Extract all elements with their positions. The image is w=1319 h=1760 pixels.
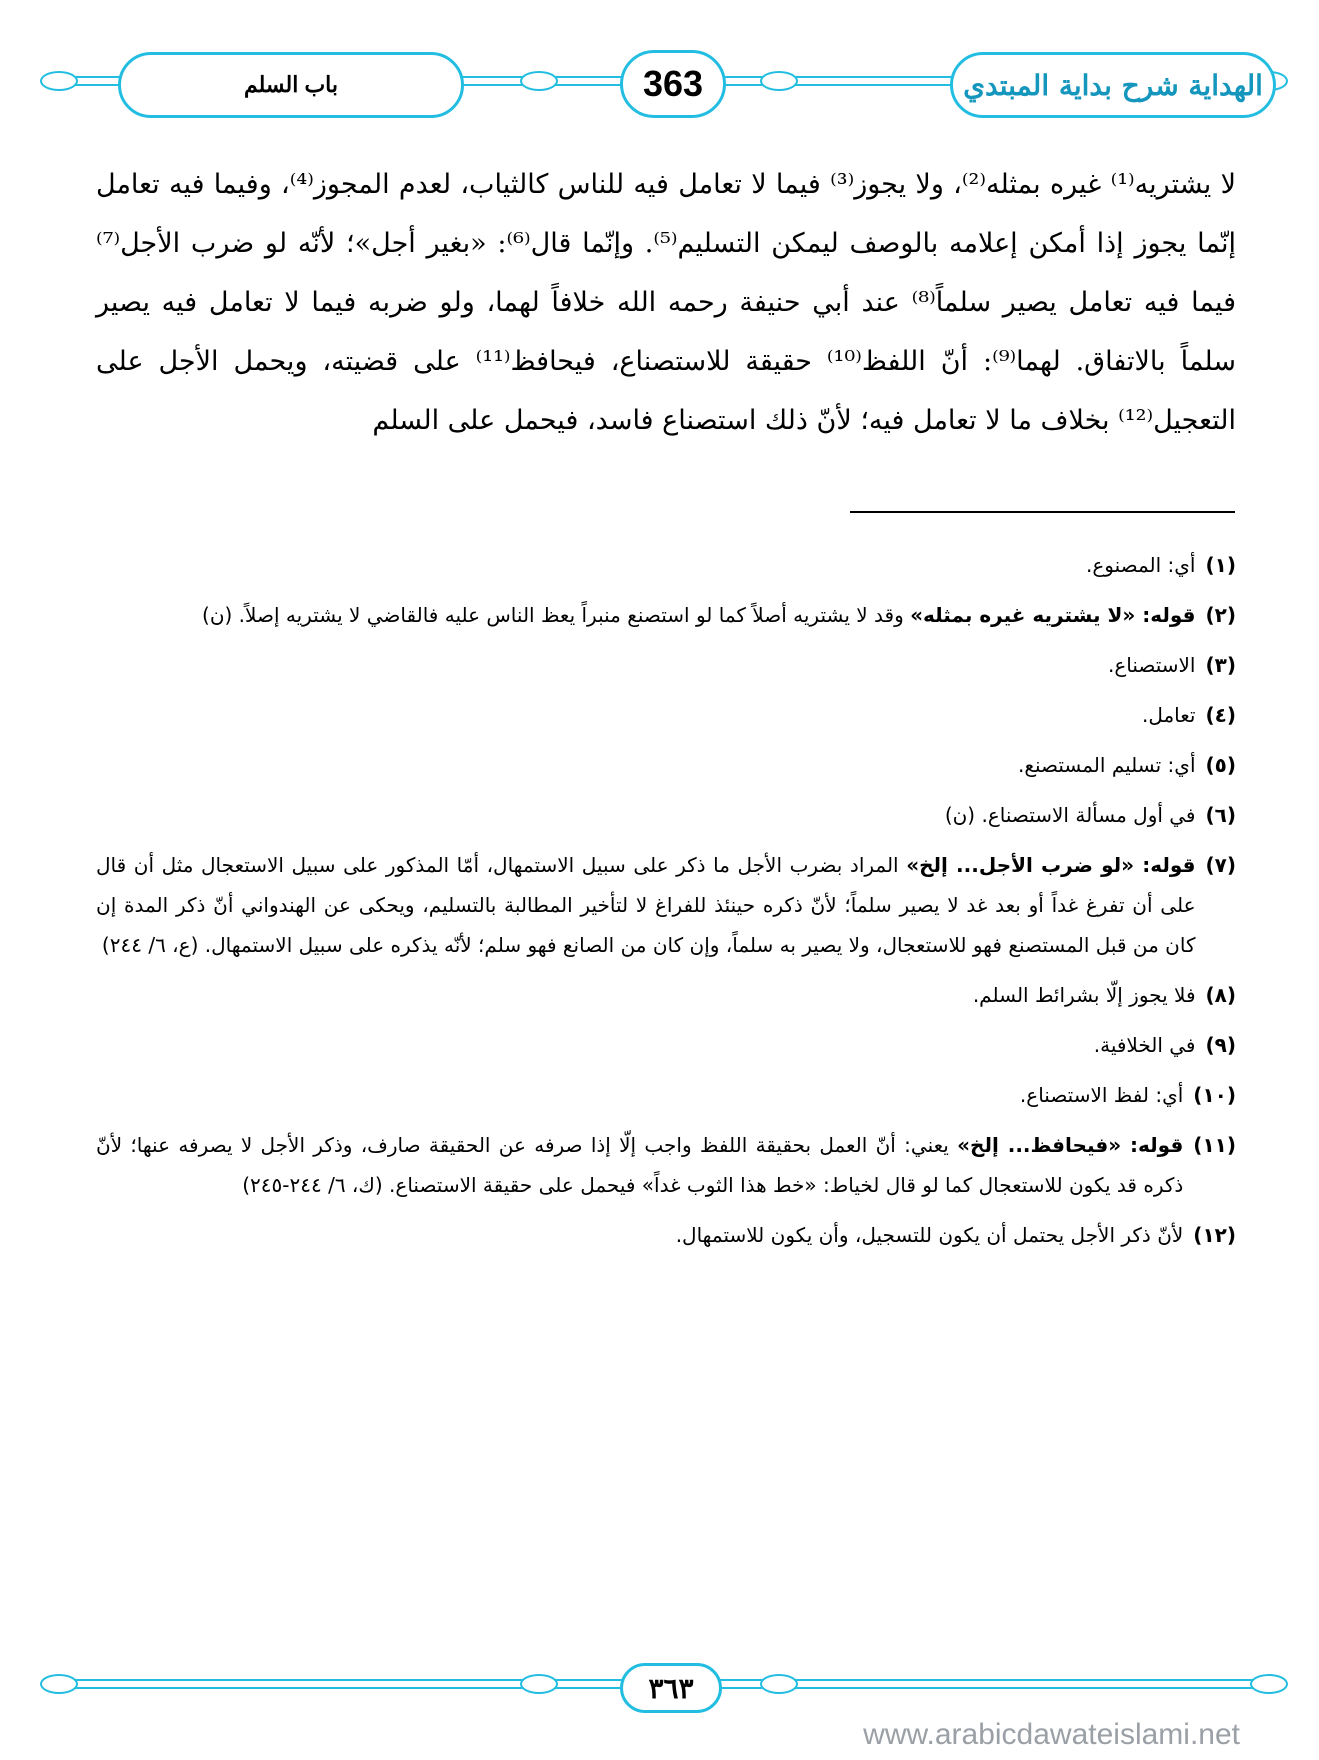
footnote-body: في الخلافية. (1093, 1033, 1196, 1057)
footnote-text (96, 1125, 1183, 1205)
footnote-separator (850, 511, 1235, 513)
footnote-text (96, 975, 1196, 1015)
footnote (96, 595, 1236, 635)
footnote-text (96, 1075, 1183, 1115)
footnote-body: في أول مسألة الاستصناع. (ن) (944, 803, 1196, 827)
footnote (96, 1215, 1236, 1255)
footer-page-number: ٣٦٣ (620, 1663, 722, 1713)
footnote (96, 745, 1236, 785)
footnote-text (96, 545, 1196, 585)
footnote (96, 645, 1236, 685)
footnote-number: (١٢) (1193, 1223, 1236, 1247)
footer-ornament-left (40, 1674, 78, 1694)
footnote-number: (٤) (1205, 703, 1236, 727)
footnote-body: فلا يجوز إلّا بشرائط السلم. (972, 983, 1196, 1007)
footnote-body: لأنّ ذكر الأجل يحتمل أن يكون للتسجيل، وأن يكون للاستمهال. (675, 1223, 1184, 1247)
footnote-body: أي: لفظ الاستصناع. (1019, 1083, 1184, 1107)
footnote-text (96, 795, 1196, 835)
footnote (96, 1025, 1236, 1065)
footnote-text (96, 745, 1196, 785)
footnote-number: (٧) (1205, 853, 1236, 877)
footnote-number: (٦) (1205, 803, 1236, 827)
footnote-text (96, 1025, 1196, 1065)
footnote-text (96, 1215, 1183, 1255)
footnote-number: (٣) (1205, 653, 1236, 677)
page-number: 363 (620, 50, 726, 118)
main-text (96, 155, 1236, 450)
footnote (96, 1075, 1236, 1115)
header-ornament-left (40, 71, 78, 91)
footnote-number: (٥) (1205, 753, 1236, 777)
footnote-number: (١٠) (1193, 1083, 1236, 1107)
footnote-text (96, 595, 1196, 635)
footnote-number: (١١) (1193, 1133, 1236, 1157)
footnote-text (96, 845, 1196, 965)
footnote-text (96, 645, 1196, 685)
footnote (96, 545, 1236, 585)
footnote-body: الاستصناع. (1107, 653, 1196, 677)
footnote-lead: قوله: «لا يشتريه غيره بمثله» (910, 603, 1196, 627)
footnote-lead: قوله: «فيحافظ... إلخ» (957, 1133, 1184, 1157)
footnotes (96, 545, 1236, 1255)
footnote (96, 795, 1236, 835)
footnote-body: تعامل. (1141, 703, 1196, 727)
header-ornament-mid-left (520, 71, 558, 91)
footnote (96, 1125, 1236, 1205)
footnote (96, 845, 1236, 965)
footnote-lead: قوله: «لو ضرب الأجل... إلخ» (906, 853, 1196, 877)
footnote-body: أي: تسليم المستصنع. (1017, 753, 1196, 777)
footer-ornament-mid-right (760, 1674, 798, 1694)
footnote (96, 975, 1236, 1015)
footnote-text (96, 695, 1196, 735)
footnote-body: أي: المصنوع. (1085, 553, 1196, 577)
footer-ornament-right (1250, 1674, 1288, 1694)
book-title: الهداية شرح بداية المبتدي (950, 52, 1276, 118)
header-ornament-mid-right (760, 71, 798, 91)
main-paragraph: لا يشتريه⁽¹⁾ غيره بمثله⁽²⁾، ولا يجوز⁽³⁾ فيما لا تعامل فيه للناس كالثياب، لعدم المجوز⁽⁴⁾، وفيما فيه تعامل إنّما يجوز إذا أمكن إعلامه بالوصف ليمكن التسليم⁽⁵⁾. وإنّما قال⁽⁶⁾: «بغير أجل»؛ لأنّه لو ضرب الأجل⁽⁷⁾ فيما فيه تعامل يصير سلماً⁽⁸⁾ عند أبي حنيفة رحمه الله خلافاً لهما، ولو ضربه فيما لا تعامل فيه يصير سلماً بالاتفاق. لهما⁽⁹⁾: أنّ اللفظ⁽¹⁰⁾ حقيقة للاستصناع، فيحافظ⁽¹¹⁾ على قضيته، ويحمل الأجل على التعجيل⁽¹²⁾ بخلاف ما لا تعامل فيه؛ لأنّ ذلك استصناع فاسد، فيحمل على السلم (96, 169, 1236, 436)
footnote-number: (٩) (1205, 1033, 1236, 1057)
footnote-number: (١) (1205, 553, 1236, 577)
footnote-body: وقد لا يشتريه أصلاً كما لو استصنع منبراً يعظ الناس عليه فالقاضي لا يشتريه إصلاً. (ن) (202, 603, 911, 627)
footnote-number: (٨) (1205, 983, 1236, 1007)
footnote (96, 695, 1236, 735)
footnote-body: يعني: أنّ العمل بحقيقة اللفظ واجب إلّا إذا صرفه عن الحقيقة صارف، وذكر الأجل لا يصرفه عنها؛ لأنّ ذكره قد يكون للاستعجال كما لو قال لخياط: «خط هذا الثوب غداً» فيحمل على حقيقة الاستصناع. (ك، ٦/ ٢٤٤-٢٤٥) (96, 1133, 1184, 1197)
footer-ornament-mid-left (520, 1674, 558, 1694)
footnote-number: (٢) (1205, 603, 1236, 627)
footnote-body: المراد بضرب الأجل ما ذكر على سبيل الاستمهال، أمّا المذكور على سبيل الاستعجال مثل أن قال على أن تفرغ غداً أو بعد غد لا يصير سلماً؛ لأنّ ذكره حينئذ للفراغ لا لتأخير المطالبة بالتسليم، ويحكى عن الهندواني أنّ ذكر المدة إن كان من قبل المستصنع فهو للاستعجال، ولا يصير به سلماً، وإن كان من الصانع فهو سلم؛ لأنّه يذكره على سبيل الاستمهال. (ع، ٦/ ٢٤٤) (96, 853, 1196, 957)
chapter-title: باب السلم (118, 52, 464, 118)
website-watermark: www.arabicdawateislami.net (863, 1718, 1240, 1751)
